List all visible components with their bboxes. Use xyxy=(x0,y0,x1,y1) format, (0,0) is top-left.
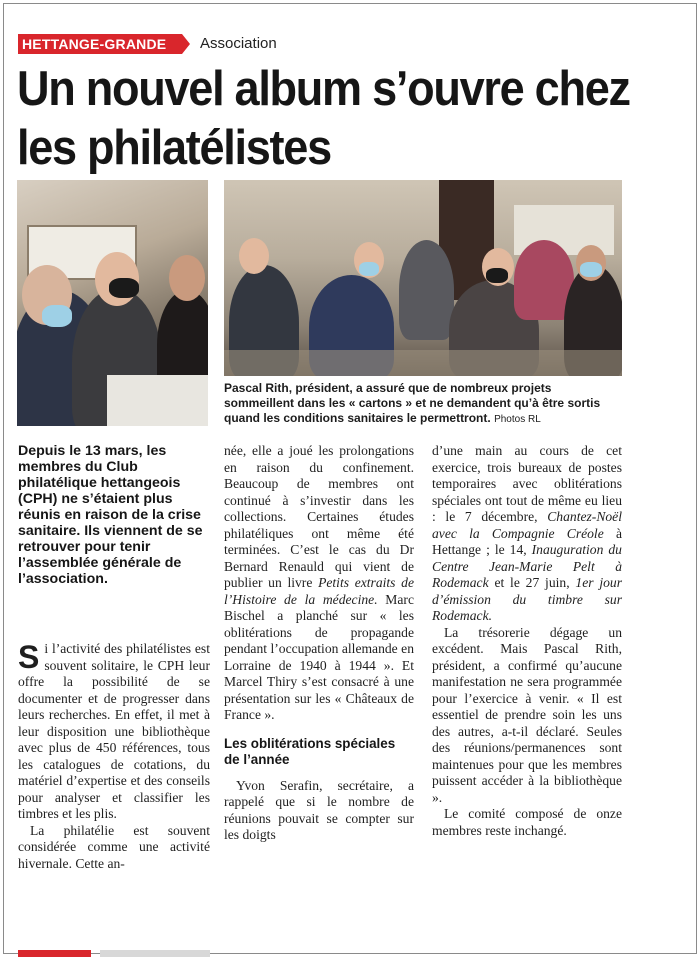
person-right-head xyxy=(169,255,205,301)
table xyxy=(107,375,208,426)
mask xyxy=(42,305,72,327)
event-title: 1er jour d’émission du timbre sur Rodemack. xyxy=(432,575,623,623)
subheading: Les oblitérations spéciales de l’année xyxy=(224,735,396,767)
paragraph xyxy=(18,641,210,823)
caption-text: Pascal Rith, président, a assuré que de nombreux projets sommeillent dans les « cartons » et ne demandent qu’à être sortis quand les conditions sanitaires le permettront. xyxy=(224,381,601,425)
photo-caption xyxy=(224,381,624,427)
photo-assembly xyxy=(224,180,622,376)
dropcap: S xyxy=(18,639,40,675)
photo-meeting-table xyxy=(17,180,208,426)
article-intro: Depuis le 13 mars, les membres du Club philatélique hettangeois (CPH) ne s’étaient plus réunis en raison de la crise sanitaire. Ils viennent de se retrouver pour tenir l’assemblée générale de l’association. xyxy=(18,443,203,587)
column-2 xyxy=(224,443,414,844)
next-article-tag xyxy=(18,950,91,957)
paragraph-text: i l’activité des philatélistes est souvent solitaire, le CPH leur offre la possibilité de se documenter et de progresser dans leurs recherches. En effet, il met à leur disposition une bibliothèque avec plus de 450 références, tous les catalogues de cotations, du matériel d’expertise et des conseils pour analyser et classifier les timbres et les plis. xyxy=(18,641,210,821)
photo-credit: Photos RL xyxy=(494,414,541,425)
paragraph: La philatélie est souvent considérée comme une activité hivernale. Cette an- xyxy=(18,822,210,871)
paragraph-text: d’une main au cours de cet exercice, trois bureaux de postes temporaires avec oblitérations spéciales ont tout de même eu lieu : le 7 décembre, xyxy=(432,443,622,524)
paragraph-text: Marc Bischel a planché sur « les oblitérations de propagande pendant l’occupation allemande en Lorraine de 1940 à 1944 ». Et Marcel Thiry s’est consacré à une présentation sur les « Châteaux de France ». xyxy=(224,591,414,722)
mask-black xyxy=(109,278,139,298)
paragraph-text: à Hettange ; le 14, xyxy=(432,525,622,557)
paragraph: Yvon Serafin, secrétaire, a rappelé que si le nombre de réunions pouvait se compter sur les doigts xyxy=(224,777,414,842)
next-article-rubric xyxy=(100,950,210,957)
floor xyxy=(224,350,622,376)
mask xyxy=(580,262,602,277)
paragraph-text: et le 27 juin, xyxy=(494,575,570,590)
book-title: Petits extraits de l’Histoire de la médecine. xyxy=(224,575,414,607)
rubric-label: Association xyxy=(200,35,277,52)
paragraph xyxy=(224,443,414,724)
paragraph xyxy=(432,443,622,625)
event-title: Inauguration du Centre Jean-Marie Pelt à Rodemack xyxy=(432,542,622,590)
paragraph: Le comité composé de onze membres reste inchangé. xyxy=(432,806,622,838)
headline: Un nouvel album s’ouvre chez les philatélistes xyxy=(17,62,630,175)
column-3 xyxy=(432,443,622,839)
person-c xyxy=(399,240,454,340)
event-title: Chantez-Noël avec la Compagnie Créole xyxy=(432,509,622,541)
mask-black xyxy=(486,268,508,283)
person-a-head xyxy=(239,238,269,274)
location-tag: HETTANGE-GRANDE xyxy=(18,34,182,54)
column-1 xyxy=(18,641,210,872)
paragraph-text: née, elle a joué les prolongations en raison du confinement. Beaucoup de membres ont continué à s’investir dans les collections. Certaines études philatéliques ont même été terminées. C’est le cas du Dr Bernard Renauld qui vient de publier un livre xyxy=(224,443,414,590)
paragraph: La trésorerie dégage un excédent. Mais Pascal Rith, président, a confirmé qu’aucune manifestation ne sera programmée pour l’exercice à venir. « Il est essentiel de prendre soin les uns des autres, a-t-il déclaré. Seules des réunions/permanences sont maintenues pour que les membres puissent accéder à la bibliothèque ». xyxy=(432,624,622,805)
mask xyxy=(359,262,379,276)
